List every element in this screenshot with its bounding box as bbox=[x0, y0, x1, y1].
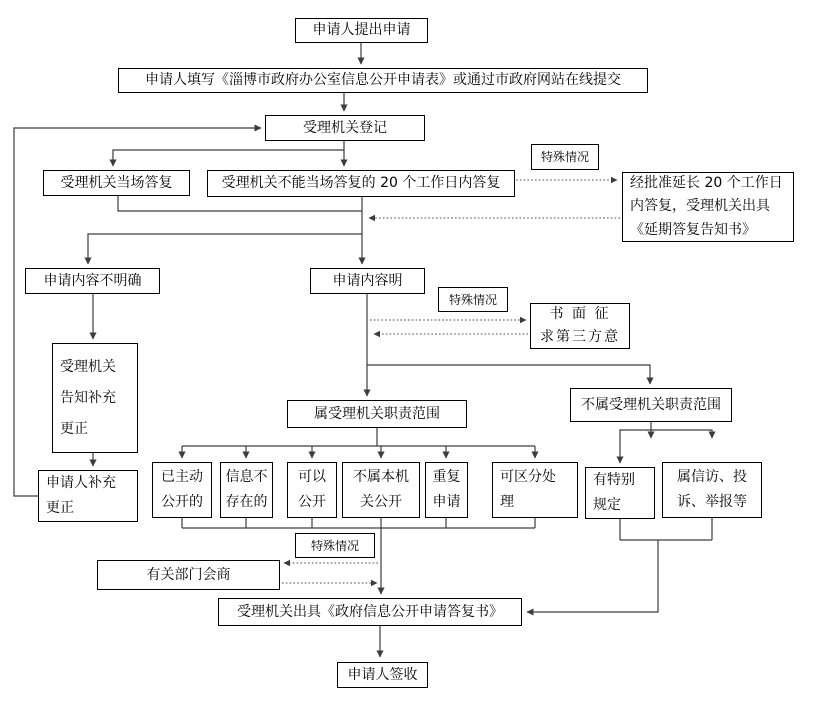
node-fill-form bbox=[118, 68, 648, 93]
node-already-public bbox=[152, 462, 212, 518]
node-petition-line1: 属信访、投 bbox=[677, 468, 747, 485]
node-apply-label: 申请人提出申请 bbox=[312, 22, 411, 38]
node-petition bbox=[662, 462, 762, 518]
connector-clear-to-notinscope bbox=[367, 365, 650, 384]
node-not-exist bbox=[220, 462, 273, 518]
node-other-authority-line1: 不属本机 bbox=[353, 468, 409, 485]
node-issue-reply bbox=[218, 598, 522, 626]
label-special-case-3 bbox=[295, 533, 375, 558]
node-extend-reply bbox=[622, 172, 794, 242]
connector-notinscope-split-right bbox=[651, 430, 712, 438]
node-delay-reply-label: 受理机关不能当场答复的 20 个工作日内答复 bbox=[221, 175, 501, 191]
node-extend-line3: 《延期答复告知书》 bbox=[630, 221, 756, 238]
node-content-clear-label: 申请内容明 bbox=[332, 272, 403, 289]
node-already-public-line2: 公开的 bbox=[161, 494, 203, 510]
node-distinguish-line2: 理 bbox=[500, 494, 514, 510]
node-other-authority-line2: 关公开 bbox=[360, 494, 402, 510]
node-in-scope-label: 属受理机关职责范围 bbox=[314, 405, 440, 422]
node-special-provision-line1: 有特别 bbox=[593, 471, 635, 488]
label-special-case-2 bbox=[438, 287, 508, 312]
node-not-in-scope bbox=[570, 388, 732, 422]
node-repeat-apply-line2: 申请 bbox=[432, 494, 461, 510]
node-in-scope bbox=[287, 400, 467, 428]
node-distinguish-line1: 可区分处 bbox=[500, 468, 556, 485]
label-special-case-2-text: 特殊情况 bbox=[448, 292, 497, 307]
node-register bbox=[265, 115, 425, 141]
node-sign-label: 申请人签收 bbox=[347, 666, 418, 683]
connector-right-branch-to-issue bbox=[527, 518, 712, 612]
node-onspot-reply bbox=[43, 170, 190, 196]
node-extend-line1: 经批准延长 20 个工作日 bbox=[630, 175, 783, 192]
node-sign bbox=[337, 662, 428, 688]
node-notify-supplement-line3: 更正 bbox=[60, 420, 88, 437]
node-content-unclear bbox=[25, 268, 160, 294]
connector-inscope-distributor bbox=[182, 428, 535, 446]
node-delay-reply bbox=[207, 170, 515, 197]
node-content-clear bbox=[310, 268, 425, 294]
connector-six-collector bbox=[182, 518, 535, 528]
node-repeat-apply-line1: 重复 bbox=[432, 468, 461, 485]
node-content-unclear-label: 申请内容不明确 bbox=[43, 272, 142, 289]
node-notify-supplement-line2: 告知补充 bbox=[60, 389, 116, 406]
connector-register-to-onspot bbox=[113, 141, 344, 166]
node-register-label: 受理机关登记 bbox=[303, 119, 387, 136]
node-notify-supplement-line1: 受理机关 bbox=[60, 359, 116, 375]
node-extend-line2: 内答复，受理机关出具 bbox=[630, 198, 770, 215]
node-fill-form-label: 申请人填写《淄博市政府办公室信息公开申请表》或通过市政府网站在线提交 bbox=[145, 72, 621, 88]
node-third-party-opinion bbox=[530, 303, 630, 349]
node-not-exist-line2: 存在的 bbox=[225, 494, 268, 510]
node-distinguish bbox=[492, 462, 578, 518]
node-can-public bbox=[287, 462, 337, 518]
node-applicant-supplement-line1: 申请人补充 bbox=[46, 474, 116, 491]
node-already-public-line1: 已主动 bbox=[161, 468, 203, 485]
node-third-party-line2: 求第三方意 bbox=[540, 329, 620, 345]
node-other-authority bbox=[342, 462, 420, 518]
node-apply bbox=[295, 18, 428, 43]
label-special-case-3-text: 特殊情况 bbox=[310, 538, 359, 553]
connector-trunk-to-unclear bbox=[88, 234, 362, 264]
node-not-in-scope-label: 不属受理机关职责范围 bbox=[581, 396, 721, 413]
node-repeat-apply bbox=[425, 462, 468, 518]
node-can-public-line2: 公开 bbox=[298, 494, 326, 510]
label-special-case-1-text: 特殊情况 bbox=[540, 150, 589, 164]
node-applicant-supplement-line2: 更正 bbox=[46, 500, 74, 516]
node-petition-line2: 诉、举报等 bbox=[677, 494, 747, 510]
node-special-provision-line2: 规定 bbox=[593, 497, 621, 513]
node-issue-reply-label: 受理机关出具《政府信息公开申请答复书》 bbox=[237, 603, 503, 620]
connector-onspot-join bbox=[118, 196, 362, 211]
label-special-case-1 bbox=[531, 144, 599, 170]
node-not-exist-line1: 信息不 bbox=[225, 468, 268, 485]
node-applicant-supplement bbox=[38, 470, 138, 522]
node-can-public-line1: 可以 bbox=[298, 468, 326, 485]
connector-to-special-provision bbox=[620, 430, 651, 463]
node-consult-label: 有关部门会商 bbox=[146, 566, 231, 583]
node-notify-supplement bbox=[52, 343, 138, 453]
node-onspot-reply-label: 受理机关当场答复 bbox=[60, 174, 173, 191]
node-consult bbox=[97, 560, 280, 590]
node-special-provision bbox=[585, 467, 655, 519]
node-third-party-line1: 书 面 征 bbox=[549, 305, 611, 322]
